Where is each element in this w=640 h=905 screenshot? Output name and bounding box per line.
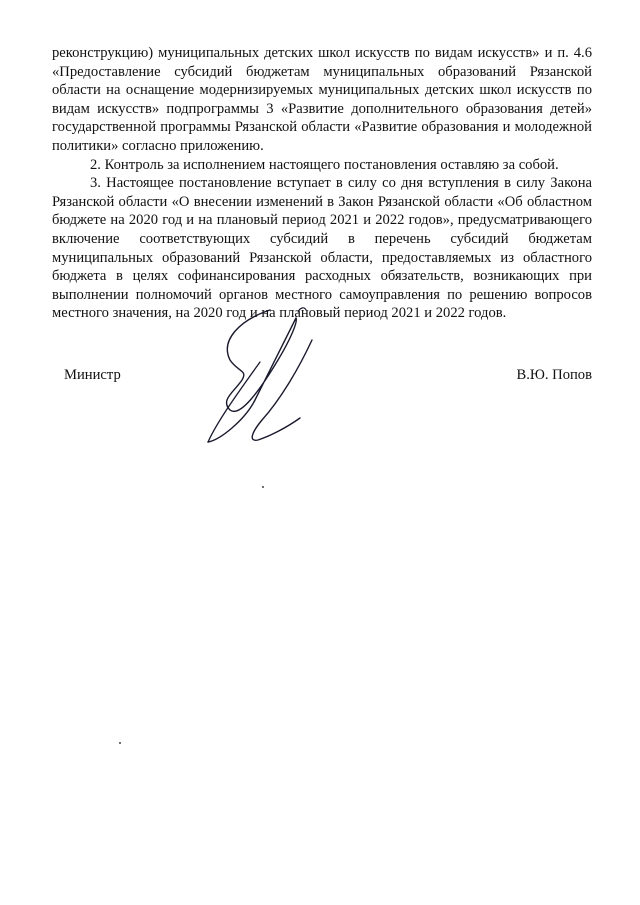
signatory-position: Министр	[64, 367, 121, 383]
paragraph-effective-date: 3. Настоящее постановление вступает в силу со дня вступления в силу Закона Рязанской области «О внесении изменений в Закон Рязанской области «Об областном бюджете на 2020 год и на плановый период 2021 и 2022 годов», предусматривающего включение соответствующих субсидий в перечень субсидий бюджетам муниципальных образований Рязанской области, предоставляемых из областного бюджета в целях софинансирования расходных обязательств, возникающих при выполнении полномочий органов местного самоуправления по решению вопросов местного значения, на 2020 год и на плановый период 2021 и 2022 годов.	[52, 175, 592, 322]
scan-speck	[262, 486, 264, 488]
paragraph-control: 2. Контроль за исполнением настоящего постановления оставляю за собой.	[90, 156, 559, 173]
paragraph-continuation: реконструкцию) муниципальных детских школ искусств по видам искусств» и п. 4.6 «Предоставление субсидий бюджетам муниципальных образований Рязанской области на оснащение модернизируемых муниципальных детских школ искусств по видам искусств» подпрограммы 3 «Развитие дополнительного образования детей» государственной программы Рязанской области «Развитие образования и молодежной политики» согласно приложению.	[52, 45, 592, 154]
scan-speck	[119, 742, 121, 744]
signatory-name: В.Ю. Попов	[516, 367, 592, 383]
handwritten-signature	[200, 300, 330, 460]
document-body	[52, 44, 592, 323]
